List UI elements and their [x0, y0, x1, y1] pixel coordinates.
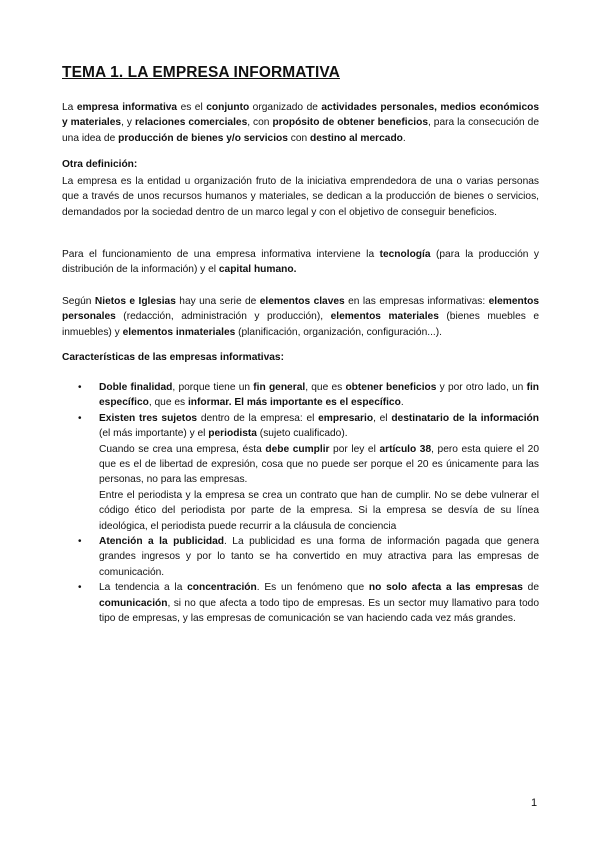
text: , para la consecución de una idea de: [62, 117, 540, 144]
bold-text: actividades personales, medios económicos y materiales: [62, 102, 540, 129]
bold-text: elementos inmateriales: [122, 326, 236, 338]
text: , y: [121, 117, 135, 129]
text: , con: [247, 117, 273, 129]
bold-text: fin específico: [99, 382, 540, 409]
text: (el más importante) y el: [99, 428, 209, 440]
text: La tendencia a la: [99, 582, 188, 594]
text: con: [287, 132, 311, 144]
bold-text: no solo afecta a las empresas: [368, 582, 523, 594]
text: en las empresas informativas:: [344, 296, 489, 307]
bold-text: concentración: [187, 582, 257, 594]
list-item: [62, 534, 539, 580]
text: .: [400, 397, 404, 409]
bold-text: destinatario de la información: [391, 412, 539, 424]
bold-text: elementos materiales: [330, 311, 439, 323]
text: (redacción, administración y producción),: [115, 311, 331, 323]
text: La: [62, 102, 77, 113]
text: de: [522, 582, 539, 594]
bold-text: capital humano.: [218, 264, 297, 276]
key-elements-paragraph: [62, 294, 539, 340]
text: (planificación, organización, configuración...).: [235, 326, 442, 338]
bullet-icon: •: [78, 382, 82, 393]
bold-text: comunicación: [99, 597, 168, 609]
text: hay una serie de: [175, 296, 260, 307]
bold-text: producción de bienes y/o servicios: [118, 132, 288, 144]
bold-text: elementos claves: [259, 296, 345, 307]
text: (sujeto cualificado).: [256, 428, 348, 440]
bold-text: Existen tres sujetos: [99, 412, 198, 424]
text: dentro de la empresa: el: [197, 412, 319, 424]
bold-text: informar. El más importante es el específico: [187, 397, 401, 409]
text: y por otro lado, un: [436, 382, 527, 393]
characteristics-list: [62, 380, 539, 627]
list-item: [62, 411, 539, 534]
other-definition-paragraph: La empresa es la entidad u organización fruto de la iniciativa emprendedora de una o varias personas que a través de unos recursos humanos y materiales, se dedican a la producción de bienes o servicios, demandados por la sociedad dentro de un marco legal y con el objetivo de conseguir beneficios.: [62, 176, 539, 218]
bold-text: fin general: [253, 382, 306, 393]
other-definition-heading: Otra definición:: [62, 159, 138, 170]
bold-text: obtener beneficios: [345, 382, 437, 393]
text: .: [402, 132, 406, 144]
bold-text: Nietos e Iglesias: [94, 296, 176, 307]
bold-text: empresa informativa: [76, 102, 178, 113]
bold-text: tecnología: [379, 249, 431, 260]
text: , que es: [305, 382, 346, 393]
bold-text: destino al mercado: [310, 132, 403, 144]
page-number: 1: [531, 797, 538, 809]
bold-text: debe cumplir: [265, 443, 330, 455]
text: , porque tiene un: [172, 382, 254, 393]
text: por ley el: [329, 443, 380, 455]
bullet-icon: •: [78, 582, 82, 594]
bold-text: propósito de obtener beneficios: [272, 117, 428, 129]
text: , el: [373, 412, 392, 424]
bullet-icon: •: [78, 536, 82, 548]
text: Según: [62, 296, 95, 307]
bold-text: Doble finalidad: [99, 382, 173, 393]
page-title: TEMA 1. LA EMPRESA INFORMATIVA: [62, 64, 340, 81]
text: organizado de: [249, 102, 322, 113]
bold-text: empresario: [318, 412, 374, 424]
text: (bienes muebles e inmuebles) y: [62, 311, 539, 338]
text: , pero esta quiere el 20 que es el de libertad de expresión, cosa que no puede ser porque el 20 es únicamente para las personas, no para las empresas.: [99, 443, 540, 486]
text: . La publicidad es una forma de información pagada que genera grandes ingresos y por lo tanto se ha convertido en muy atractiva para las empresas de comunicación.: [99, 536, 539, 578]
text: Para el funcionamiento de una empresa informativa interviene la: [62, 249, 380, 260]
list-item: [62, 380, 539, 411]
bullet-icon: •: [78, 412, 82, 424]
bold-text: elementos personales: [62, 296, 539, 323]
definition-paragraph: [62, 100, 539, 146]
text: Entre el periodista y la empresa se crea un contrato que han de cumplir. No se debe vulnerar el código ético del periodista por parte de la empresa. Si la empresa se desvía de su línea ideológica, el periodista puede recurrir a la cláusula de conciencia: [99, 489, 539, 532]
list-item: [62, 580, 539, 626]
text: (para la producción y distribución de la información) y el: [62, 249, 540, 276]
text: . Es un fenómeno que: [256, 582, 369, 594]
text: es el: [177, 102, 207, 113]
text: , si no que afecta a todo tipo de empresas. Es un sector muy llamativo para todo tipo de empresas, y las empresas de comunicación se van haciendo cada vez más grandes.: [99, 597, 539, 625]
bold-text: relaciones comerciales: [134, 117, 248, 129]
text: , que es: [148, 397, 188, 409]
bold-text: Atención a la publicidad: [99, 536, 225, 548]
text: Cuando se crea una empresa, ésta: [99, 443, 266, 455]
technology-paragraph: [62, 247, 539, 278]
bold-text: artículo 38: [379, 443, 432, 455]
bold-text: conjunto: [206, 102, 250, 113]
bold-text: periodista: [208, 428, 257, 440]
characteristics-heading: Características de las empresas informativas:: [62, 352, 284, 363]
